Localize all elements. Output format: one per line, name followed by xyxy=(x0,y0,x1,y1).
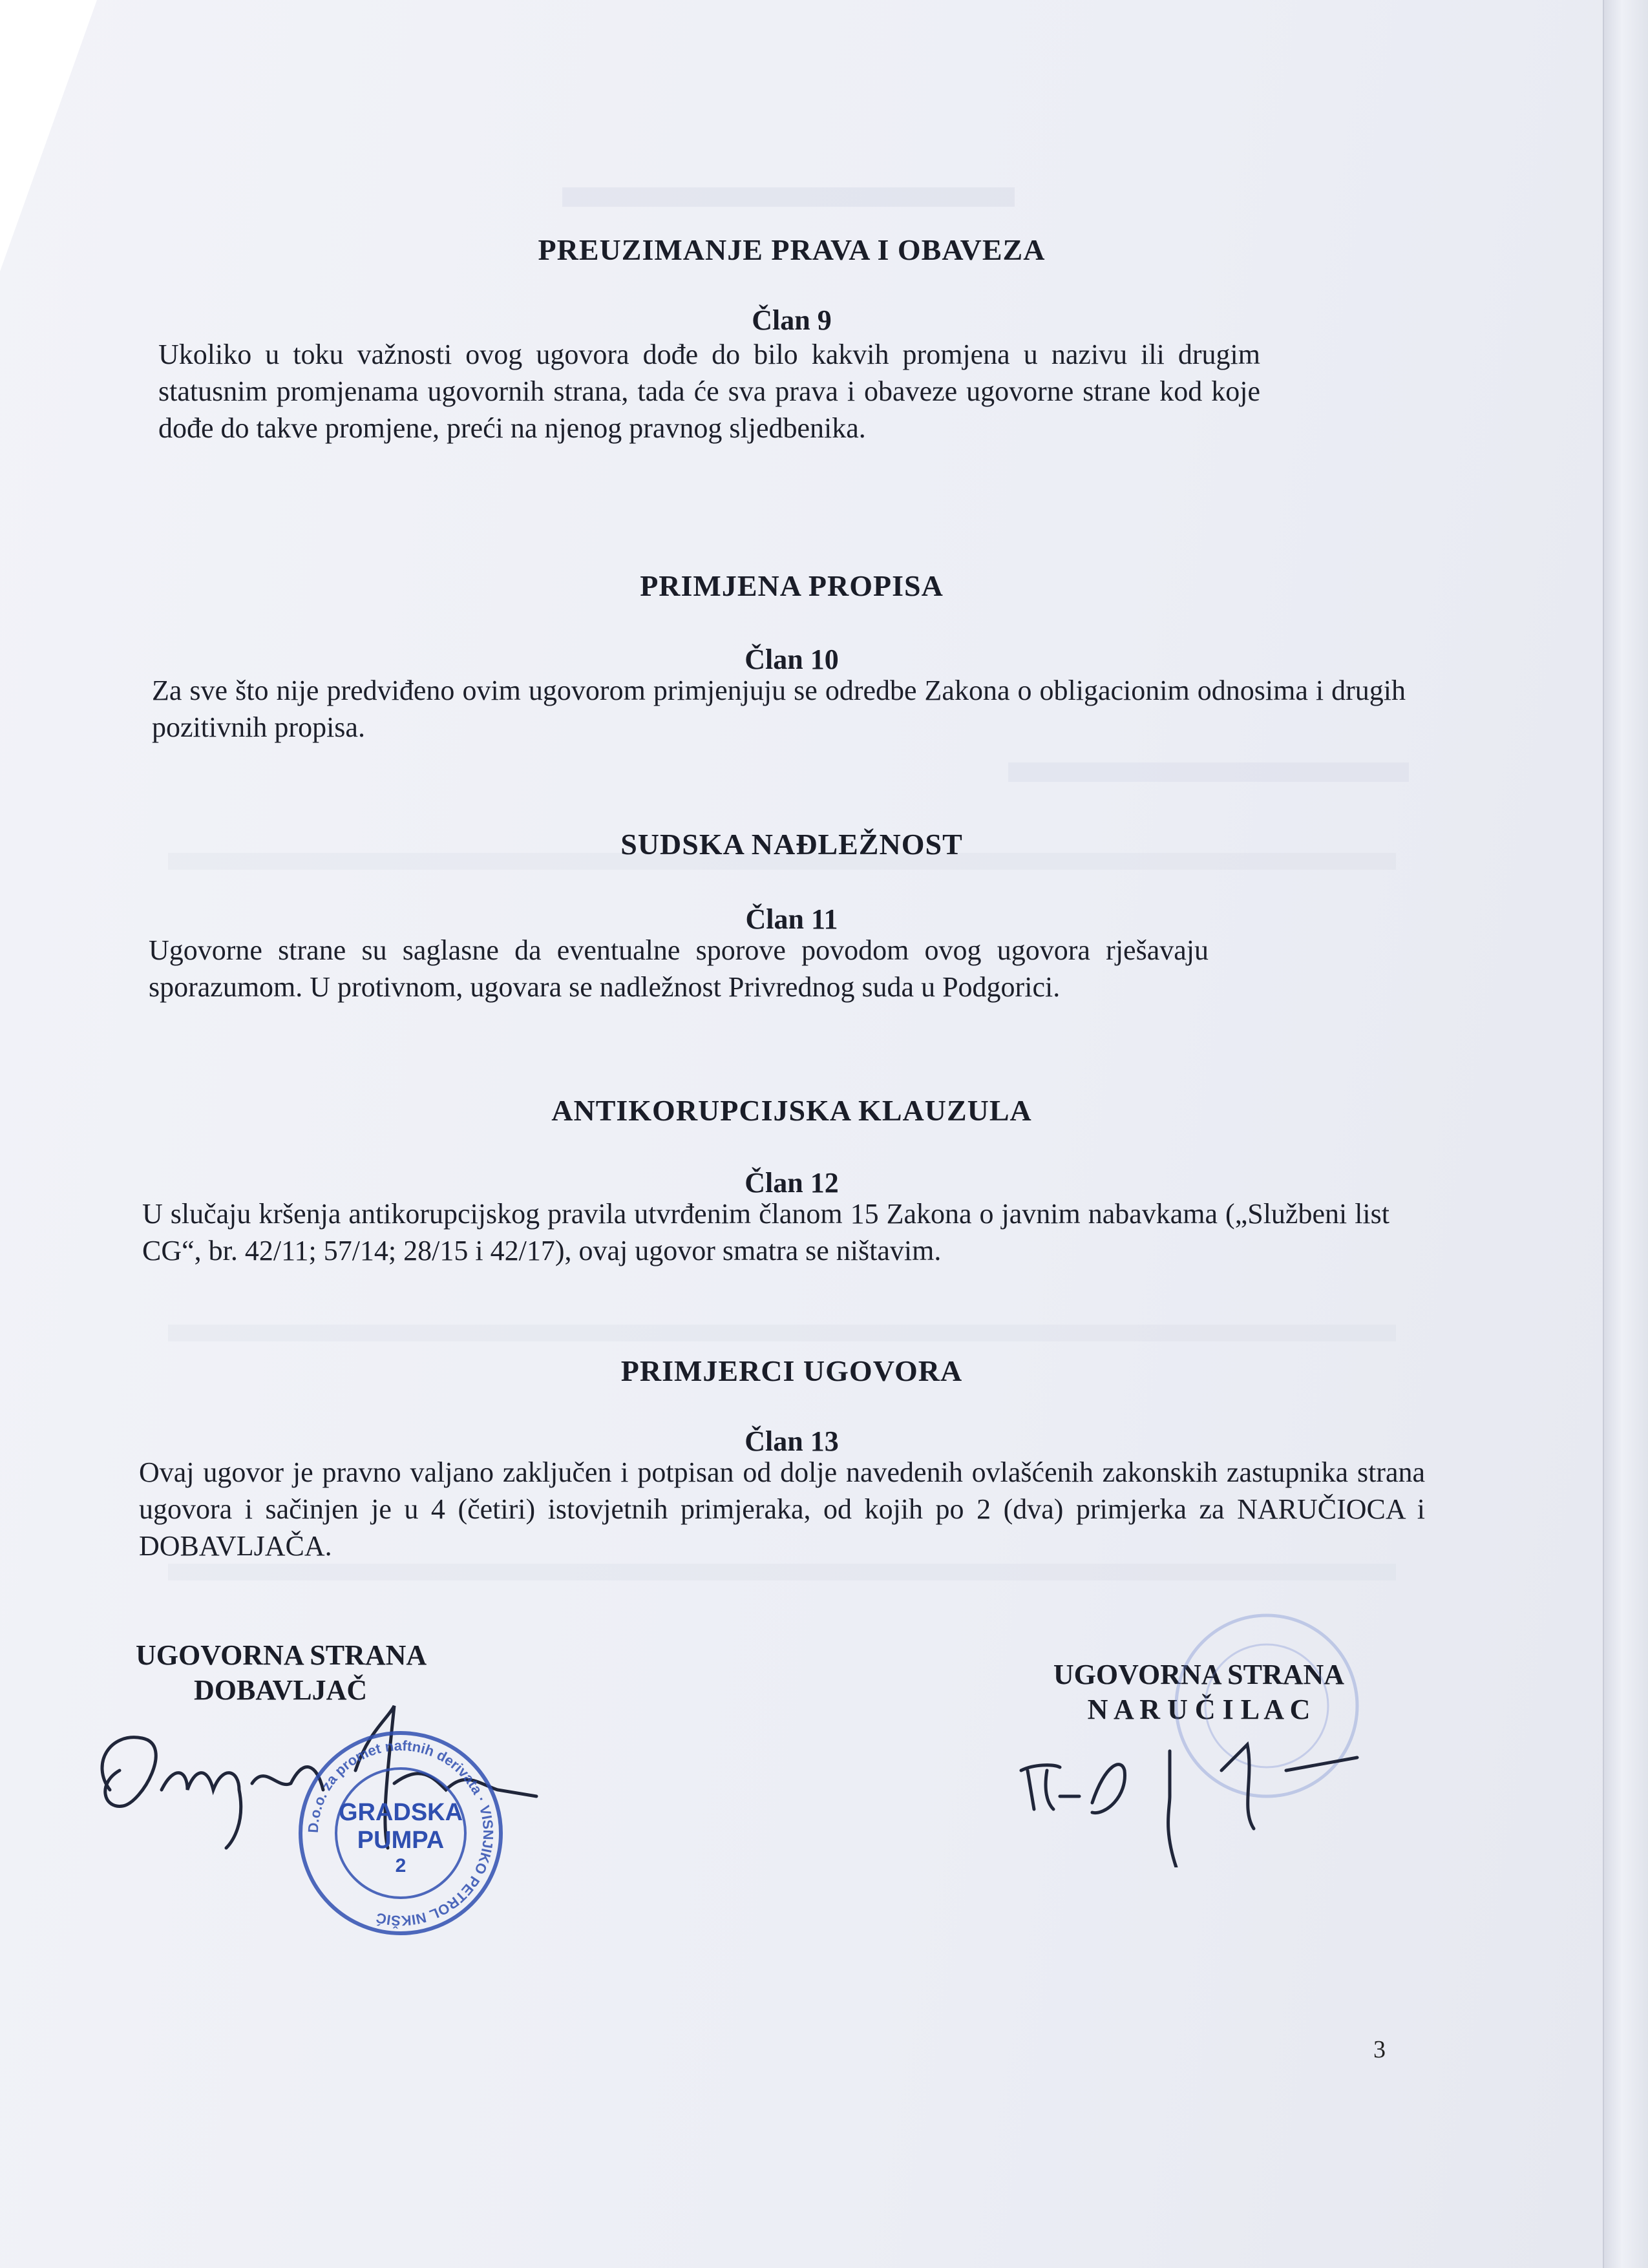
section-heading: SUDSKA NAĐLEŽNOST xyxy=(620,828,963,861)
stamp-ring-text: D.o.o. za promet naftnih derivata · VISNJIKO PETROL NIKŠIĆ xyxy=(304,1737,497,1929)
article-number: Član 11 xyxy=(745,903,838,935)
section-heading: PREUZIMANJE PRAVA I OBAVEZA xyxy=(538,233,1046,266)
article-number: Član 12 xyxy=(745,1167,839,1199)
show-through-text xyxy=(562,187,1015,207)
party-name-line: DOBAVLJAČ xyxy=(194,1674,368,1706)
article-text: U slučaju kršenja antikorupcijskog pravila utvrđenim članom 15 Zakona o javnim nabavkama („Službeni list CG“, br. 42/11; 57/14; 28/15 i 42/17), ovaj ugovor smatra se ništavim. xyxy=(142,1198,1389,1266)
section-heading: ANTIKORUPCIJSKA KLAUZULA xyxy=(551,1094,1032,1127)
party-role-line: UGOVORNA STRANA xyxy=(136,1639,427,1671)
article-text: Ovaj ugovor je pravno valjano zaključen i potpisan od dolje navedenih ovlašćenih zakonskih zastupnika strana ugovora i sačinjen je u 4 (četiri) istovjetnih primjeraka, od kojih po 2 (dva) primjerka za NARUČIOCA i DOBAVLJAČA. xyxy=(139,1456,1425,1562)
article-number: Član 9 xyxy=(752,304,832,336)
show-through-text xyxy=(168,1564,1396,1580)
party-role-line: UGOVORNA STRANA xyxy=(1053,1659,1345,1690)
article-number: Član 10 xyxy=(745,644,839,675)
stamp-text-middle: PUMPA xyxy=(357,1827,445,1854)
article-text: Za sve što nije predviđeno ovim ugovorom primjenjuju se odredbe Zakona o obligacionim odnosima i drugih pozitivnih propisa. xyxy=(152,675,1406,743)
section-heading: PRIMJERCI UGOVORA xyxy=(620,1354,963,1387)
client-signature xyxy=(1008,1699,1396,1867)
company-stamp xyxy=(294,1727,507,1940)
folded-corner xyxy=(0,0,97,271)
paper-stack-edge xyxy=(1603,0,1648,2268)
article-text: Ugovorne strane su saglasne da eventualne sporove povodom ovog ugovora rješavaju sporazumom. U protivnom, ugovara se nadležnost Privrednog suda u Podgorici. xyxy=(149,934,1209,1003)
party-name-line: N A R U Č I L A C xyxy=(1087,1694,1311,1725)
show-through-text xyxy=(168,1325,1396,1341)
article-text: Ukoliko u toku važnosti ovog ugovora dođe do bilo kakvih promjena u nazivu ili drugim statusnim promjenama ugovornih strana, tada će sva prava i obaveze ugovorne strane kod koje dođe do takve promjene, preći na njenog pravnog sljedbenika. xyxy=(158,339,1260,444)
show-through-text xyxy=(1008,762,1409,782)
stamp-text-number: 2 xyxy=(395,1855,407,1876)
article-number: Član 13 xyxy=(745,1425,839,1457)
page-number: 3 xyxy=(1373,2036,1386,2063)
stamp-text-top: GRADSKA xyxy=(338,1799,463,1826)
section-heading: PRIMJENA PROPISA xyxy=(640,569,944,602)
